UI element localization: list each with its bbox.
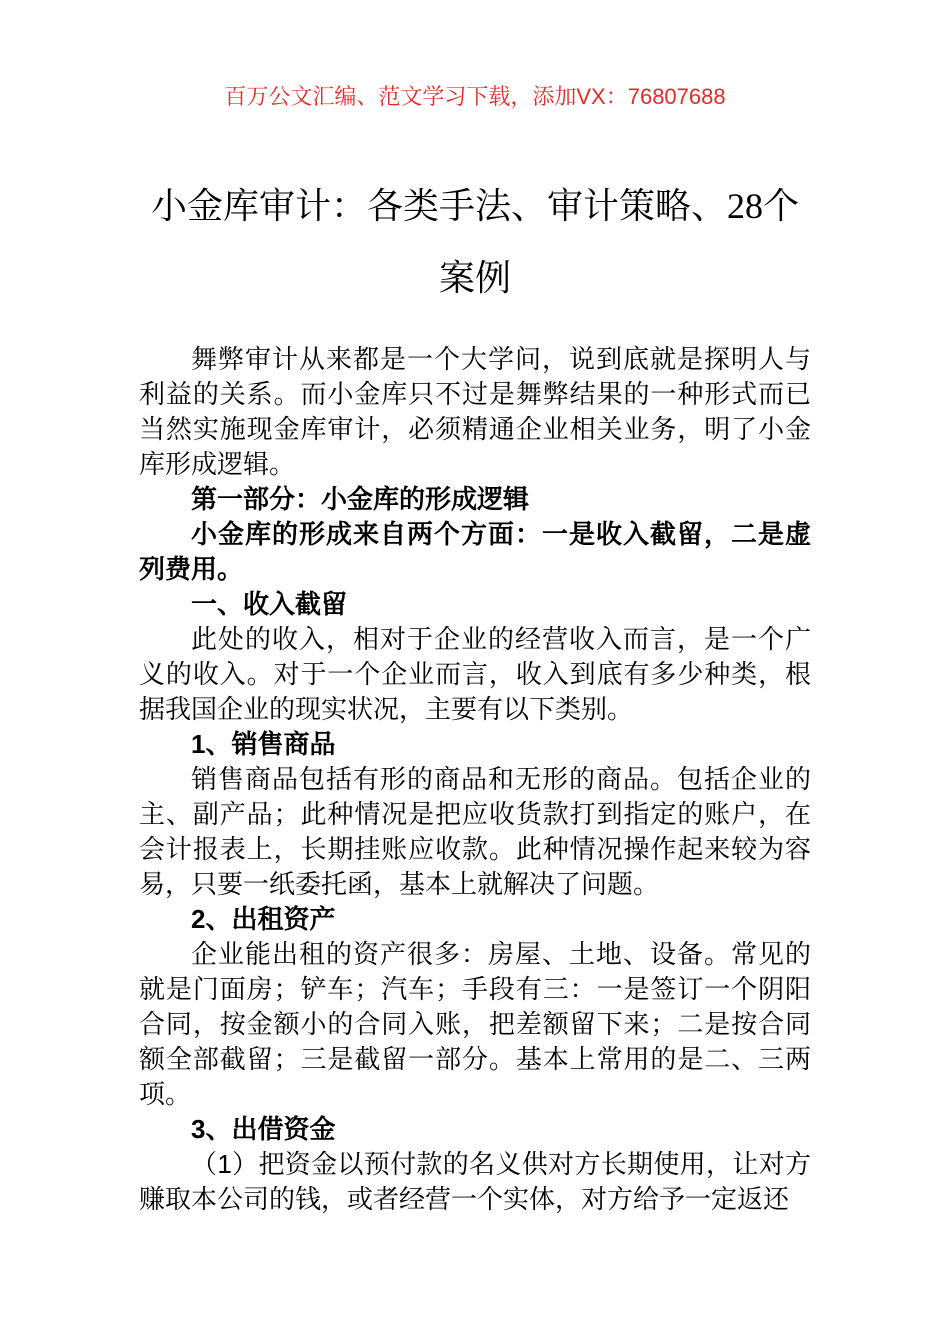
header-notice: 百万公文汇编、范文学习下载，添加VX：76807688 [224,84,726,109]
heading-paragraph: 3、出借资金 [191,1114,336,1144]
document-title-line: 小金库审计：各类手法、审计策略、28个 [150,186,799,226]
body-paragraph: 企业能出租的资产很多：房屋、土地、设备。常见的就是门面房；铲车；汽车；手段有三：一是签订一个阴阳合同，按金额小的合同入账，把差额留下来；二是按合同额全部截留；三是截留一部分。基本上常用的是二、三两项。 [139,939,811,1109]
document-title-line: 案例 [438,258,511,298]
body-paragraph: 舞弊审计从来都是一个大学问，说到底就是探明人与利益的关系。而小金库只不过是舞弊结果的一种形式而已当然实施现金库审计，必须精通企业相关业务，明了小金库形成逻辑。 [139,344,811,479]
document-body [139,342,811,1217]
body-paragraph: 销售商品包括有形的商品和无形的商品。包括企业的主、副产品；此种情况是把应收货款打到指定的账户，在会计报表上，长期挂账应收款。此种情况操作起来较为容易，只要一纸委托函，基本上就解决了问题。 [139,764,811,899]
document-title [139,170,811,314]
heading-paragraph: 第一部分：小金库的形成逻辑 [191,484,530,514]
heading-paragraph: 1、销售商品 [191,729,336,759]
body-paragraph: 此处的收入，相对于企业的经营收入而言，是一个广义的收入。对于一个企业而言，收入到底有多少种类，根据我国企业的现实状况，主要有以下类别。 [139,624,811,724]
body-paragraph: （1）把资金以预付款的名义供对方长期使用，让对方赚取本公司的钱，或者经营一个实体，对方给予一定返还 [139,1149,811,1214]
heading-paragraph: 一、收入截留 [191,589,348,619]
heading-paragraph: 2、出租资产 [191,904,336,934]
heading-paragraph: 小金库的形成来自两个方面：一是收入截留，二是虚列费用。 [139,519,811,584]
